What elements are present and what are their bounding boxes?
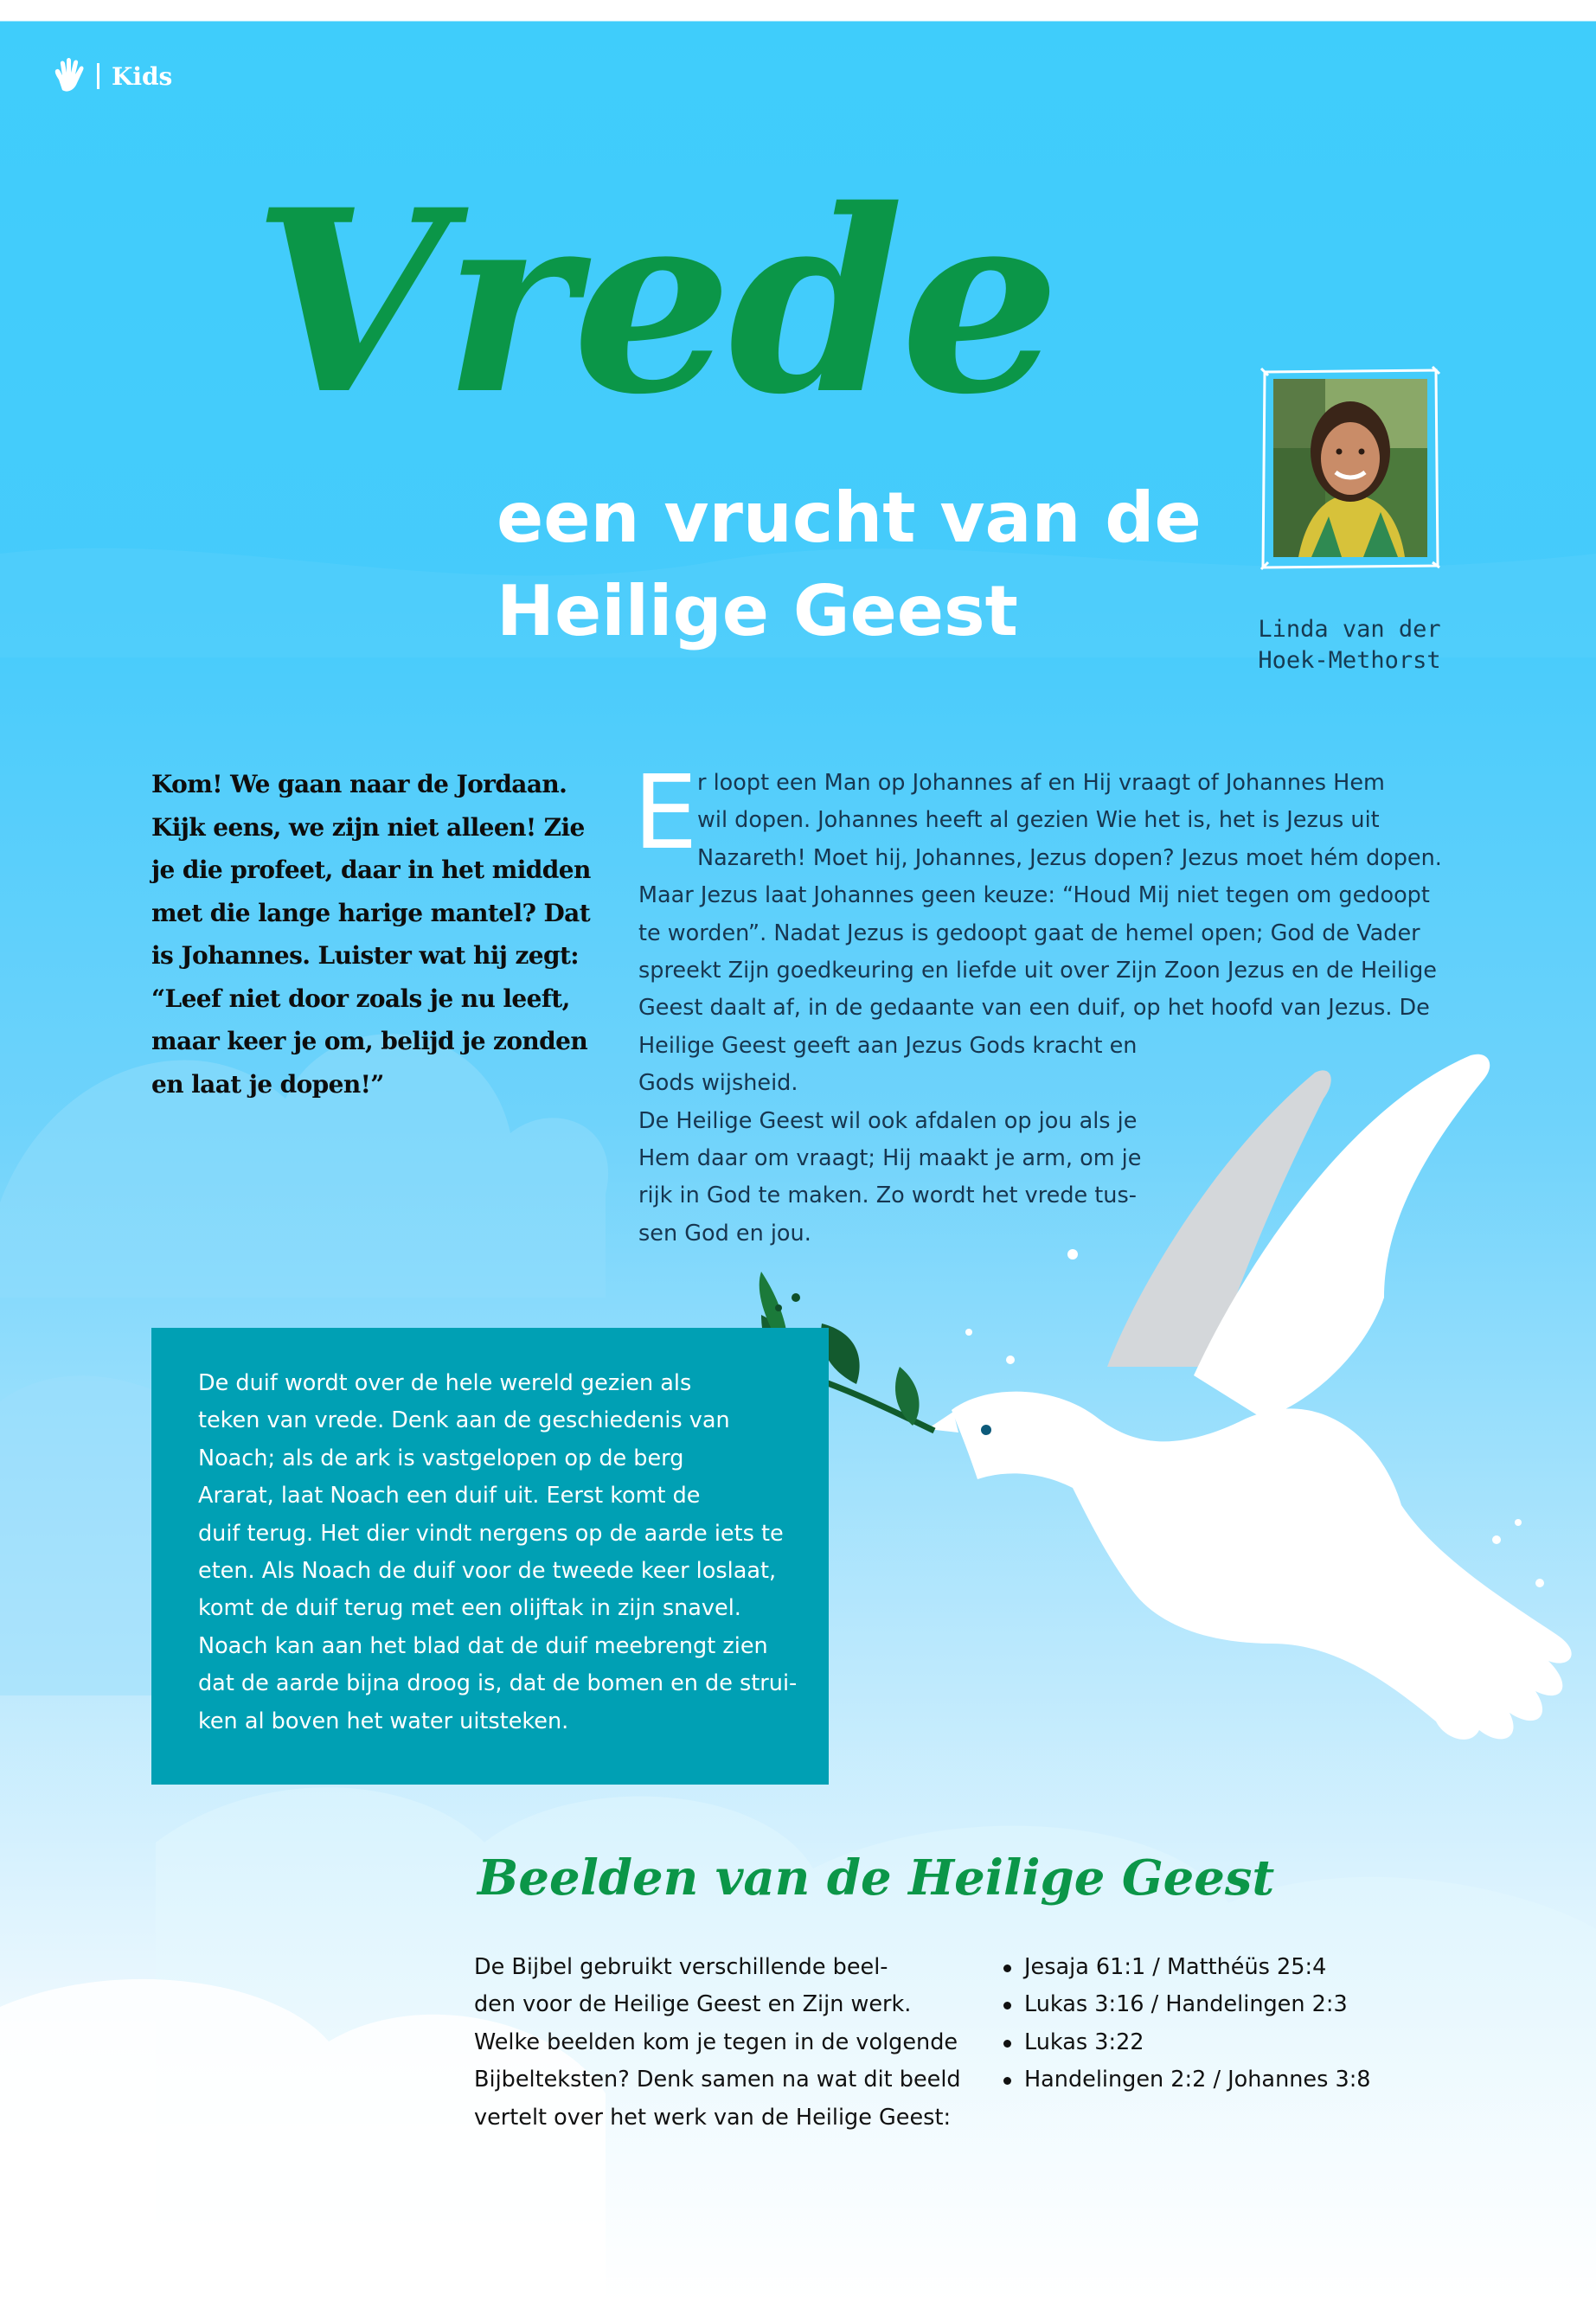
- question-line: Welke beelden kom je tegen in de volgende: [474, 2029, 958, 2055]
- box-line: teken van vrede. Denk aan de geschiedenis van: [198, 1407, 730, 1434]
- box-line: Noach; als de ark is vastgelopen op de berg: [198, 1445, 684, 1471]
- intro-line: “Leef niet door zoals je nu leeft,: [151, 984, 570, 1013]
- question-line: den voor de Heilige Geest en Zijn werk.: [474, 1991, 912, 2018]
- author-line: Linda van der: [1258, 616, 1441, 643]
- intro-line: je die profeet, daar in het midden: [151, 856, 591, 884]
- question-line: vertelt over het werk van de Heilige Geest:: [474, 2104, 952, 2131]
- list-item: [1002, 1949, 1371, 1986]
- story-line: wil dopen. Johannes heeft al gezien Wie het is, het is Jezus uit: [697, 807, 1380, 834]
- page-subtitle: [497, 471, 1202, 658]
- author-line: Hoek-Methorst: [1258, 647, 1441, 674]
- story-line: Geest daalt af, in de gedaante van een duif, op het hoofd van Jezus. De: [638, 995, 1430, 1022]
- story-line: Gods wijsheid.: [638, 1070, 798, 1097]
- author-name: [1202, 614, 1497, 676]
- box-line: ken al boven het water uitsteken.: [198, 1708, 569, 1734]
- section-header: [52, 57, 172, 95]
- bullet-icon: [1003, 2077, 1011, 2085]
- box-line: komt de duif terug met een olijftak in zijn snavel.: [198, 1595, 741, 1622]
- reference-text: Jesaja 61:1 / Matthéüs 25:4: [1024, 1954, 1327, 1980]
- story-line: Heilige Geest geeft aan Jezus Gods kracht en: [638, 1032, 1138, 1059]
- author-photo: [1259, 365, 1441, 571]
- box-line: duif terug. Het dier vindt nergens op de aarde iets te: [198, 1520, 784, 1547]
- subtitle-line: Heilige Geest: [497, 571, 1018, 651]
- info-box: [151, 1328, 829, 1785]
- reference-text: Lukas 3:22: [1024, 2029, 1144, 2055]
- story-line: De Heilige Geest wil ook afdalen op jou als je: [638, 1107, 1138, 1134]
- header-divider: [97, 63, 99, 89]
- intro-line: is Johannes. Luister wat hij zegt:: [151, 941, 580, 970]
- hand-icon: [52, 57, 87, 95]
- story-line: Maar Jezus laat Johannes geen keuze: “Houd Mij niet tegen om gedoopt: [638, 882, 1430, 909]
- intro-line: en laat je dopen!”: [151, 1069, 384, 1099]
- question-line: De Bijbel gebruikt verschillende beel-: [474, 1954, 888, 1980]
- box-line: Noach kan aan het blad dat de duif meebrengt zien: [198, 1632, 768, 1659]
- reference-text: Handelingen 2:2 / Johannes 3:8: [1024, 2067, 1371, 2093]
- reference-text: Lukas 3:16 / Handelingen 2:3: [1024, 1991, 1348, 2018]
- section-label: Kids: [112, 61, 173, 91]
- question-line: Bijbelteksten? Denk samen na wat dit beeld: [474, 2067, 961, 2093]
- bullet-icon: [1003, 1965, 1011, 1972]
- bullet-icon: [1003, 2040, 1011, 2048]
- box-line: eten. Als Noach de duif voor de tweede keer loslaat,: [198, 1558, 777, 1585]
- story-line: sen God en jou.: [638, 1220, 811, 1247]
- list-item: [1002, 1986, 1371, 2023]
- bible-references-list: [1002, 1949, 1371, 2099]
- box-line: dat de aarde bijna droog is, dat de bomen en de strui-: [198, 1670, 798, 1697]
- intro-line: Kom! We gaan naar de Jordaan.: [151, 770, 567, 798]
- dove-illustration: [727, 1038, 1596, 1868]
- question-text: [474, 1949, 961, 2137]
- intro-line: met die lange harige mantel? Dat: [151, 898, 591, 927]
- section-title: Beelden van de Heilige Geest: [478, 1849, 1275, 1907]
- intro-line: Kijk eens, we zijn niet alleen! Zie: [151, 812, 585, 842]
- story-line: rijk in God te maken. Zo wordt het vrede tus-: [638, 1183, 1137, 1209]
- list-item: [1002, 2024, 1371, 2061]
- subtitle-line: een vrucht van de: [497, 478, 1202, 558]
- story-line: te worden”. Nadat Jezus is gedoopt gaat de hemel open; God de Vader: [638, 920, 1420, 946]
- info-box-text: [198, 1365, 797, 1740]
- page-title: Vrede: [253, 156, 1057, 450]
- box-line: De duif wordt over de hele wereld gezien als: [198, 1370, 692, 1396]
- drop-cap: E: [633, 753, 698, 872]
- intro-text: [151, 763, 601, 1106]
- bullet-icon: [1003, 2002, 1011, 2009]
- story-line: spreekt Zijn goedkeuring en liefde uit over Zijn Zoon Jezus en de Heilige: [638, 958, 1437, 984]
- story-line: Hem daar om vraagt; Hij maakt je arm, om je: [638, 1145, 1142, 1172]
- story-line: Nazareth! Moet hij, Johannes, Jezus dopen? Jezus moet hém dopen.: [697, 844, 1442, 871]
- intro-line: maar keer je om, belijd je zonden: [151, 1027, 588, 1055]
- box-line: Ararat, laat Noach een duif uit. Eerst komt de: [198, 1483, 701, 1509]
- list-item: [1002, 2061, 1371, 2099]
- story-line: r loopt een Man op Johannes af en Hij vraagt of Johannes Hem: [697, 770, 1385, 796]
